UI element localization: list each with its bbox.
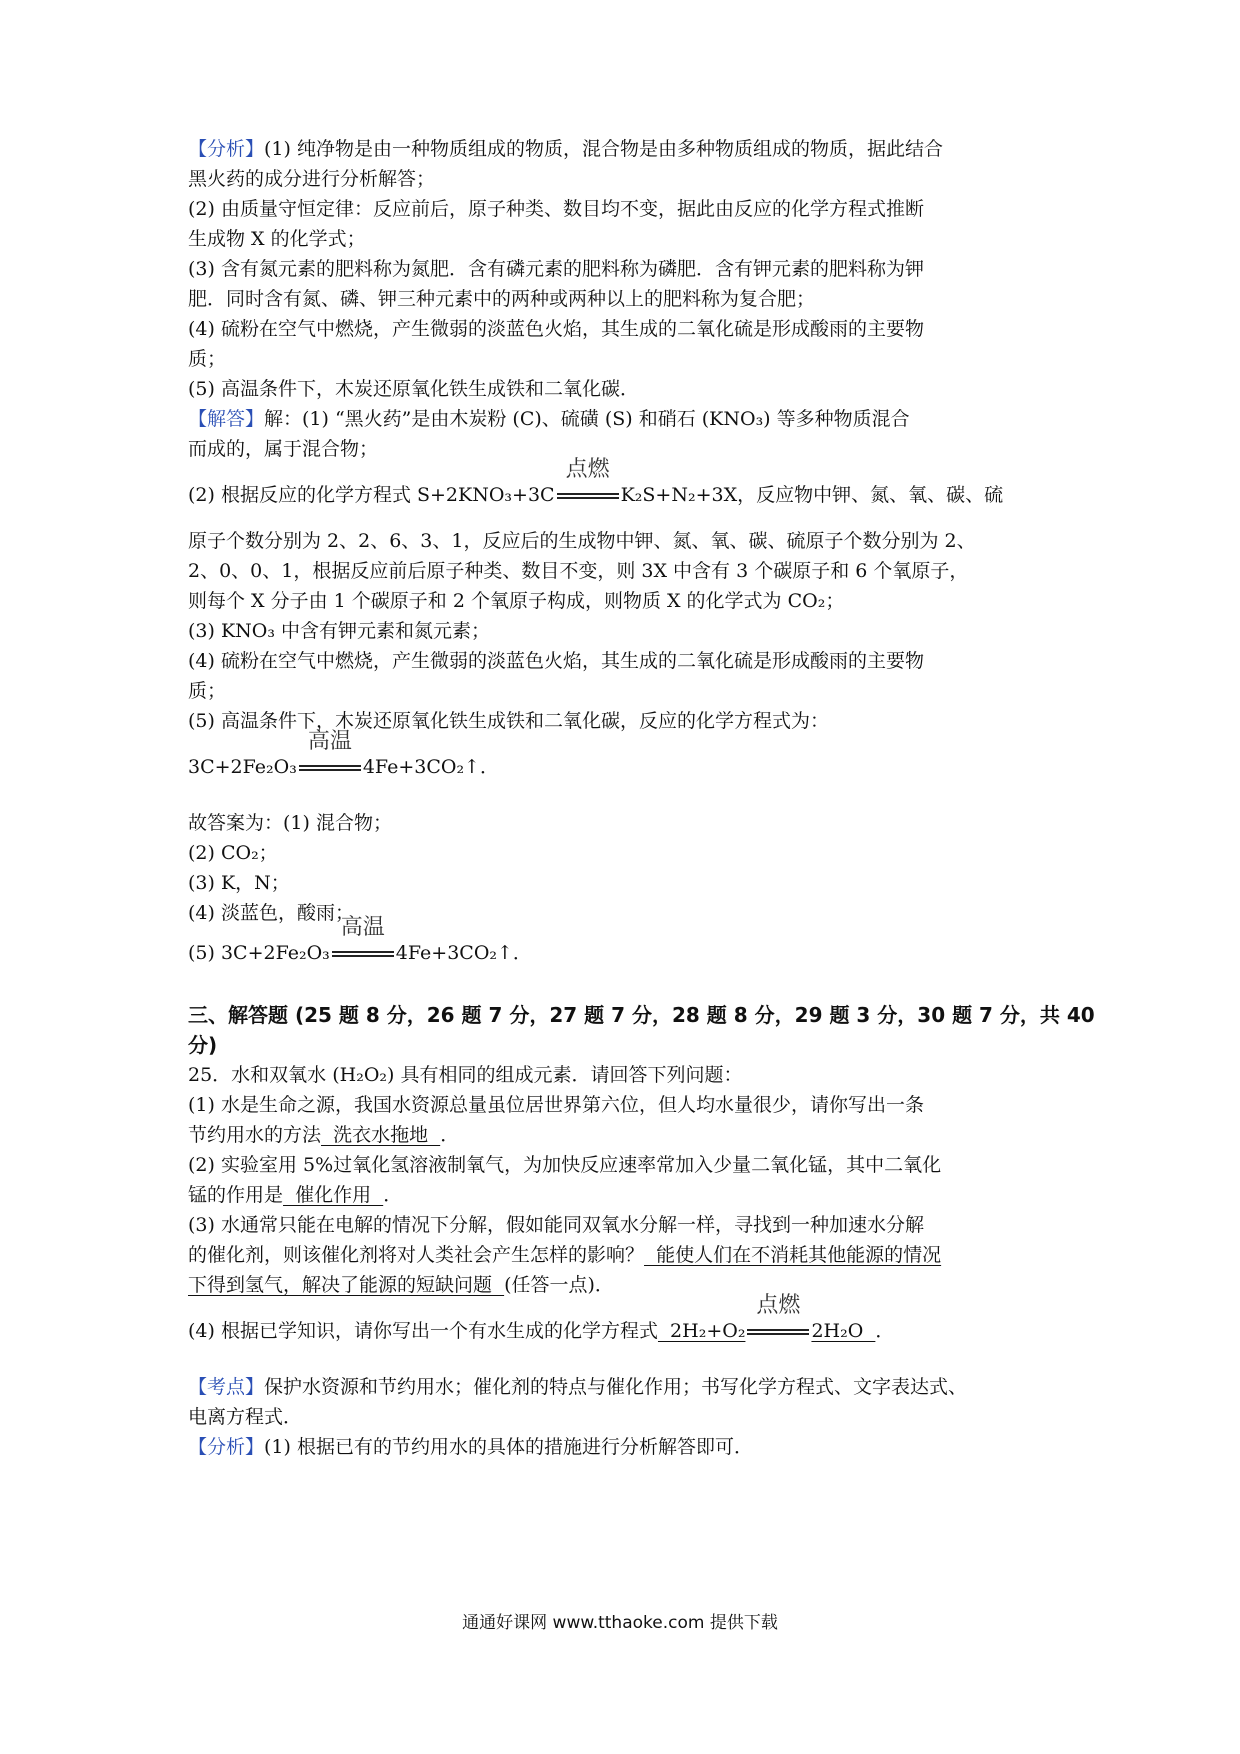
equation-line [188, 1293, 1068, 1362]
kaodian-tag: 【考点】 [188, 1376, 265, 1398]
equation-right: 4Fe+3CO₂↑． [362, 756, 499, 778]
text: (任答一点)． [504, 1274, 614, 1296]
analysis-tag: 【分析】 [188, 1436, 265, 1458]
text: ． [383, 1184, 403, 1206]
question-stem: 25．水和双氧水 (H₂O₂) 具有相同的组成元素．请回答下列问题： [188, 1064, 743, 1086]
text-line: (2) CO₂； [188, 842, 278, 864]
text-line: 黑火药的成分进行分析解答； [188, 168, 436, 190]
text-line: 生成物 X 的化学式； [188, 228, 366, 250]
equation-left: (5) 3C+2Fe₂O₃ [188, 942, 330, 964]
answer-fill: 下得到氢气，解决了能源的短缺问题 [188, 1274, 505, 1296]
text-line [188, 1180, 1068, 1210]
equation-right: 4Fe+3CO₂↑． [395, 942, 532, 964]
text-line [188, 1240, 1068, 1270]
answer-line [188, 404, 1068, 434]
text-line: (5) 高温条件下，木炭还原氧化铁生成铁和二氧化碳． [188, 378, 639, 400]
equation-right: K₂S+N₂+3X，反应物中钾、氮、氧、碳、硫 [620, 484, 1004, 506]
reaction-arrow [557, 457, 619, 510]
text-line [188, 1120, 1068, 1150]
text-line [188, 1270, 1068, 1300]
text: 保护水资源和节约用水；催化剂的特点与催化作用；书写化学方程式、文字表达式、 [264, 1376, 968, 1398]
reaction-arrow [747, 1293, 809, 1346]
answer-tag: 【解答】 [188, 408, 265, 430]
reaction-condition: 高温 [307, 729, 352, 754]
text: (1) 根据已有的节约用水的具体的措施进行分析解答即可． [264, 1436, 753, 1458]
answer-fill [657, 1293, 876, 1342]
text-line: (3) KNO₃ 中含有钾元素和氮元素； [188, 620, 491, 642]
text: ． [440, 1124, 460, 1146]
kaodian-line [188, 1372, 1068, 1402]
reaction-condition: 点燃 [565, 457, 610, 482]
text-line: (2) 实验室用 5%过氧化氢溶液制氧气，为加快反应速率常加入少量二氧化锰，其中二氧化 [188, 1154, 942, 1176]
text-line: 原子个数分别为 2、2、6、3、1，反应后的生成物中钾、氮、氧、碳、硫原子个数分别为 2、 [188, 530, 976, 552]
text-line: 肥．同时含有氮、磷、钾三种元素中的两种或两种以上的肥料称为复合肥； [188, 288, 816, 310]
analysis-line [188, 1432, 1068, 1462]
equation-left: 2H₂+O₂ [657, 1320, 746, 1342]
reaction-arrow [299, 729, 361, 782]
text-line: (4) 淡蓝色，酸雨； [188, 902, 354, 924]
section-heading-cont: 分) [188, 1033, 218, 1057]
document-body [188, 134, 1095, 1462]
text: 解：(1) “黑火药”是由木炭粉 (C)、硫磺 (S) 和硝石 (KNO₃) 等多种物质混合 [264, 408, 910, 430]
analysis-tag: 【分析】 [188, 138, 265, 160]
reaction-condition: 点燃 [756, 1293, 801, 1318]
equation-left: (2) 根据反应的化学方程式 S+2KNO₃+3C [188, 484, 555, 506]
text-line: 电离方程式． [188, 1406, 303, 1428]
text-line: (5) 高温条件下，木炭还原氧化铁生成铁和二氧化碳，反应的化学方程式为： [188, 710, 829, 732]
answer-fill: 能使人们在不消耗其他能源的情况 [644, 1244, 942, 1266]
text-line: 2、0、0、1，根据反应前后原子种类、数目不变，则 3X 中含有 3 个碳原子和 6 个氧原子， [188, 560, 969, 582]
text-line: (4) 硫粉在空气中燃烧，产生微弱的淡蓝色火焰，其生成的二氧化硫是形成酸雨的主要物 [188, 650, 924, 672]
text-line: 故答案为：(1) 混合物； [188, 812, 392, 834]
text-line: (1) 水是生命之源，我国水资源总量虽位居世界第六位，但人均水量很少，请你写出一条 [188, 1094, 924, 1116]
text-line: (4) 硫粉在空气中燃烧，产生微弱的淡蓝色火焰，其生成的二氧化硫是形成酸雨的主要物 [188, 318, 924, 340]
page-footer: 通通好课网 www.tthaoke.com 提供下载 [462, 1613, 778, 1633]
text-line: 质； [188, 680, 227, 702]
equation-line [188, 457, 1068, 526]
text: 节约用水的方法 [188, 1124, 322, 1146]
answer-fill: 催化作用 [283, 1184, 384, 1206]
text: 锰的作用是 [188, 1184, 284, 1206]
reaction-arrow [332, 915, 394, 968]
equation-right: 2H₂O [811, 1320, 876, 1342]
equation-line [188, 915, 1068, 968]
text-line: 则每个 X 分子由 1 个碳原子和 2 个氧原子构成，则物质 X 的化学式为 CO₂； [188, 590, 845, 612]
text-line: 而成的，属于混合物； [188, 438, 379, 460]
text-line: (2) 由质量守恒定律：反应前后，原子种类、数目均不变，据此由反应的化学方程式推断 [188, 198, 924, 220]
equation-line [188, 729, 1068, 798]
equation-left: 3C+2Fe₂O₃ [188, 756, 297, 778]
section-heading: 三、解答题 (25 题 8 分，26 题 7 分，27 题 7 分，28 题 8 分，29 题 3 分，30 题 7 分，共 40 [188, 1003, 1095, 1027]
text-line: (3) K，N； [188, 872, 290, 894]
text: (1) 纯净物是由一种物质组成的物质，混合物是由多种物质组成的物质，据此结合 [264, 138, 943, 160]
text: 的催化剂，则该催化剂将对人类社会产生怎样的影响？ [188, 1244, 645, 1266]
analysis-line [188, 134, 1068, 164]
text-line: 质； [188, 348, 227, 370]
text: ． [875, 1320, 895, 1342]
answer-fill: 洗衣水拖地 [321, 1124, 441, 1146]
text: (4) 根据已学知识，请你写出一个有水生成的化学方程式 [188, 1320, 658, 1342]
text-line: (3) 水通常只能在电解的情况下分解，假如能同双氧水分解一样，寻找到一种加速水分解 [188, 1214, 924, 1236]
reaction-condition: 高温 [340, 915, 385, 940]
text-line: (3) 含有氮元素的肥料称为氮肥．含有磷元素的肥料称为磷肥．含有钾元素的肥料称为钾 [188, 258, 924, 280]
